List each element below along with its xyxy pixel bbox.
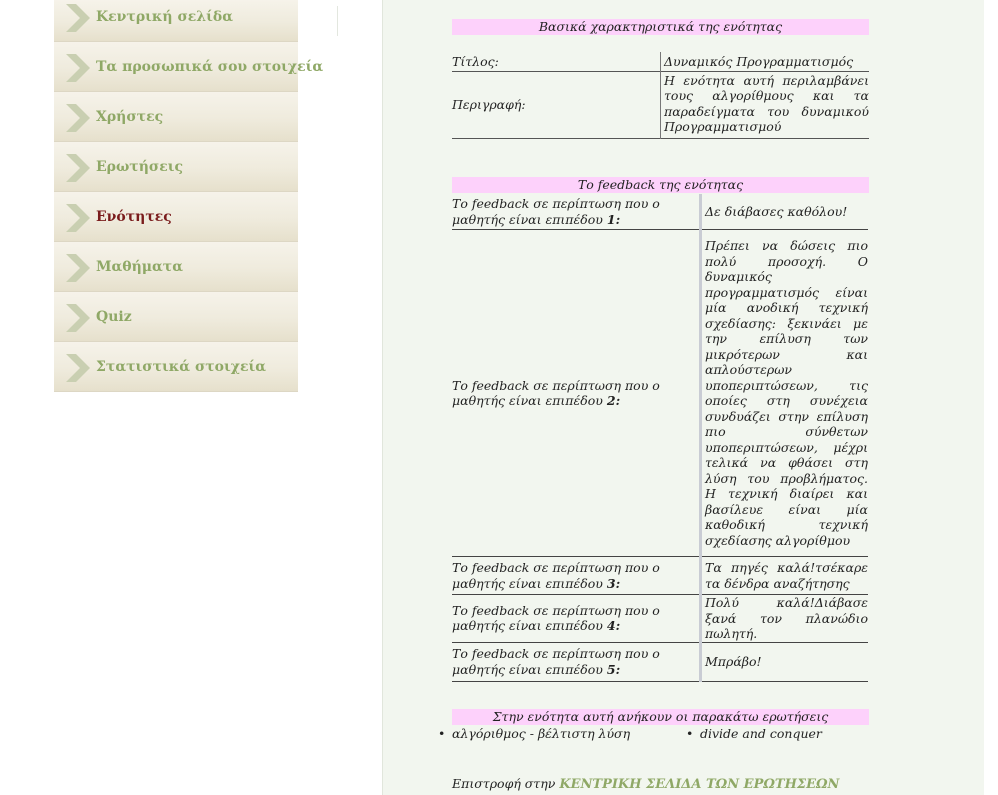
divider <box>337 6 338 36</box>
title-value: Δυναμικός Προγραμματισμός <box>664 53 854 69</box>
sidebar-item-label: Quiz <box>96 309 132 325</box>
list-item: • divide and conquer <box>700 726 822 742</box>
table-row <box>452 52 869 71</box>
chevron-right-icon <box>66 4 90 32</box>
sidebar-item-lessons[interactable] <box>54 242 298 292</box>
feedback-level: 5: <box>606 661 621 677</box>
list-item: • αλγόριθμος - βέλτιστη λύση <box>452 726 630 742</box>
table-row <box>452 642 868 681</box>
description-value: Η ενότητα αυτή περιλαμβάνει τους αλγορίθμους και τα παραδείγματα του δυναμικού Προγραμματισμού <box>664 72 869 134</box>
sidebar-item-units[interactable] <box>54 192 298 242</box>
sidebar-item-label: Ερωτήσεις <box>96 159 184 175</box>
sidebar-item-label: Τα προσωπικά σου στοιχεία <box>96 59 324 75</box>
feedback-level-label <box>452 595 701 643</box>
feedback-text: Τα πηγές καλά!τσέκαρε τα δένδρα αναζήτησης <box>701 557 869 595</box>
feedback-level-label <box>452 230 701 557</box>
table-row <box>452 595 868 643</box>
feedback-label-text: Το feedback σε περίπτωση που ο μαθητής είναι επιπέδου <box>452 646 660 677</box>
feedback-text: Δε διάβασες καθόλου! <box>701 194 869 230</box>
feedback-level: 2: <box>606 393 621 408</box>
feedback-label-text: Το feedback σε περίπτωση που ο μαθητής είναι επιπέδου <box>452 560 660 591</box>
feedback-level-label <box>452 194 701 230</box>
sidebar-item-statistics[interactable] <box>54 342 298 392</box>
questions-home-link[interactable]: ΚΕΝΤΡΙΚΗ ΣΕΛΙΔΑ ΤΩΝ ΕΡΩΤΗΣΕΩΝ <box>559 777 840 792</box>
sidebar-item-home[interactable] <box>54 0 298 42</box>
unit-info-table <box>452 52 869 139</box>
table-row <box>452 557 868 595</box>
feedback-level: 3: <box>606 575 621 591</box>
chevron-right-icon <box>66 154 90 182</box>
feedback-table <box>452 194 868 682</box>
sidebar-item-quiz[interactable] <box>54 292 298 342</box>
feedback-level: 1: <box>606 211 621 227</box>
table-row <box>452 230 868 557</box>
unit-info-header: Βασικά χαρακτηριστικά της ενότητας <box>452 19 869 35</box>
questions-header: Στην ενότητα αυτή ανήκουν οι παρακάτω ερωτήσεις <box>452 709 869 725</box>
sidebar-item-label: Ενότητες <box>96 209 172 225</box>
feedback-label-text: Το feedback σε περίπτωση που ο μαθητής είναι επιπέδου <box>452 602 660 634</box>
chevron-right-icon <box>66 104 90 132</box>
chevron-right-icon <box>66 304 90 332</box>
chevron-right-icon <box>66 54 90 82</box>
chevron-right-icon <box>66 204 90 232</box>
back-prefix: Επιστροφή στην <box>452 776 556 791</box>
feedback-text: Πολύ καλά!Διάβασε ξανά τον πλανώδιο πωλητή. <box>701 595 869 643</box>
feedback-header: Το feedback της ενότητας <box>452 177 869 193</box>
sidebar-item-questions[interactable] <box>54 142 298 192</box>
sidebar-item-profile[interactable] <box>54 42 324 92</box>
sidebar-menu <box>54 0 324 392</box>
description-label: Περιγραφή: <box>452 71 661 138</box>
feedback-label-text: Το feedback σε περίπτωση που ο μαθητής είναι επιπέδου <box>452 196 660 227</box>
feedback-label-text: Το feedback σε περίπτωση που ο μαθητής είναι επιπέδου <box>452 377 660 408</box>
main-content <box>382 0 984 795</box>
table-row <box>452 71 869 138</box>
feedback-level: 4: <box>606 618 621 634</box>
feedback-text: Μπράβο! <box>701 642 869 681</box>
chevron-right-icon <box>66 354 90 382</box>
table-row <box>452 194 868 230</box>
title-label: Τίτλος: <box>452 52 661 71</box>
chevron-right-icon <box>66 254 90 282</box>
sidebar-item-label: Στατιστικά στοιχεία <box>96 359 267 375</box>
sidebar-item-users[interactable] <box>54 92 298 142</box>
feedback-level-label <box>452 557 701 595</box>
feedback-text: Πρέπει να δώσεις πιο πολύ προσοχή. Ο δυναμικός προγραμματισμός είναι μία ανοδική τεχνική σχεδίασης: ξεκινάει με την επίλυση των μικρότερων και απλούστερων υποπεριπτώσεων, τις οποίες στη συνέχεια συνδυάζει στην επίλυση πιο σύνθετων υποπεριπτώσεων, μέχρι τελικά να φθάσει στη λύση του προβλήματος. Η τεχνική διαίρει και βασίλευε είναι μία καθοδική τεχνική σχεδίασης αλγορίθμου <box>701 230 869 557</box>
back-navigation <box>452 776 839 793</box>
sidebar-item-label: Μαθήματα <box>96 259 184 275</box>
sidebar-item-label: Χρήστες <box>96 109 164 125</box>
sidebar-item-label: Κεντρική σελίδα <box>96 9 233 25</box>
feedback-level-label <box>452 642 701 681</box>
